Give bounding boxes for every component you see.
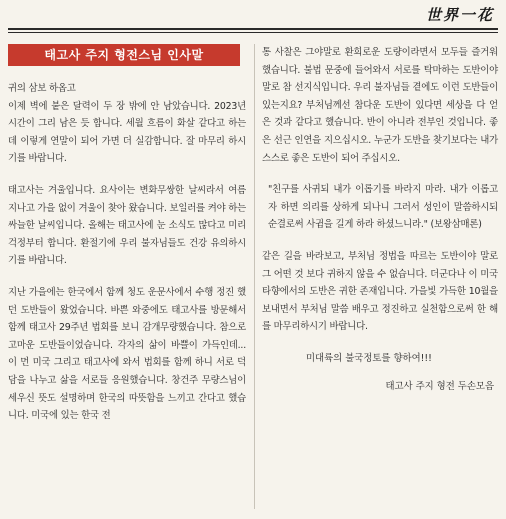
paragraph-5: 같은 길을 바라보고, 부처님 정법을 따르는 도반이야 말로 그 어떤 것 보다 귀하지 않을 수 없습니다. 더군다나 이 미국 타향에서의 도반은 귀한 존재입니다. 가을빛 가득한 10월을 보내면서 부처님 말씀 배우고 정진하고 실천함으로써 한 해를 마무리하시기 바랍니다. <box>262 250 498 333</box>
paragraph-3: 지난 가을에는 한국에서 함께 청도 운문사에서 수행 정진 했던 도반들이 왔었습니다. 바쁜 와중에도 태고사를 방문해서 함께 태고사 29주년 법회를 보니 감개무량했습니다. 참으로 고마운 도반들이었습니다. 각자의 삶이 바쁠이 가득인데... 이 먼 미국 그리고 태고사에 와서 법회를 함께 하니 서로 덕담을 나누고 삶을 서로들 응원했습니다. 창건주 무량스님이 세우신 뜻도 설명하며 한국의 따뜻함을 느끼고 간다고 했습니다. 미국에 있는 한국 전 <box>8 286 246 422</box>
left-column <box>8 44 246 425</box>
paragraph-gap <box>8 168 246 182</box>
signature-line: 태고사 주지 형전 두손모음 <box>385 380 494 392</box>
greeting-line: 귀의 삼보 하옵고 <box>8 83 76 94</box>
header-rule-thin <box>8 32 498 33</box>
paragraph-gap <box>8 270 246 284</box>
paragraph-gap <box>262 234 498 248</box>
paragraph-2: 태고사는 겨울입니다. 요사이는 변화무쌍한 날씨라서 여름 지나고 가을 없이 겨울이 찾아 왔습니다. 보일러를 켜야 하는 싸늘한 날씨입니다. 올해는 태고사에 눈 소식도 많다고 미리 걱정부터 합니다. 환절기에 우리 불자님들도 건강 유의하시기를 바랍니다. <box>8 184 246 267</box>
paragraph-gap <box>262 368 498 378</box>
right-column <box>262 44 498 395</box>
masthead-logo: 世界一花 <box>425 6 494 24</box>
paragraph-gap <box>262 336 498 350</box>
closing-slogan: 미대륙의 불국정토를 향하여!!! <box>306 352 432 364</box>
column-divider <box>254 44 255 509</box>
paragraph-gap <box>262 167 498 181</box>
paragraph-4: 통 사찰은 그야말로 환희로운 도량이라면서 모두들 즐거워했습니다. 불법 문중에 들어와서 서로를 탁마하는 도반이야말로 참 선지식입니다. 우리 불자님들 곁에도 이런 도반들이 있는지요? 부처님께선 참다운 도반이 있다면 세상을 다 얻은 것과 같다고 했습니다. 반이 아니라 전부인 것입니다. 좋은 선근 인연을 지으십시오. 누군가 도반을 찾기보다는 내가 스스로 좋은 도반이 되어 주십시오. <box>262 47 498 164</box>
quote-block: "친구를 사귀되 내가 이롭기를 바라지 마라. 내가 이롭고자 하면 의리를 상하게 되나니 그러서 성인이 말씀하시되 순결로써 사귐을 길게 하라 하셨느니라." (보왕삼매론) <box>268 184 498 231</box>
article-title: 태고사 주지 형전스님 인사말 <box>8 44 240 66</box>
header-rule <box>8 28 498 30</box>
paragraph-1: 이제 벽에 붙은 달력이 두 장 밖에 안 남았습니다. 2023년 시간이 그리 남은 듯 합니다. 세월 흐름이 화살 같다고 하는데 이렇게 연말이 되어 가면 더 실감합니다. 잘 마무리 하시기를 바랍니다. <box>8 100 246 165</box>
